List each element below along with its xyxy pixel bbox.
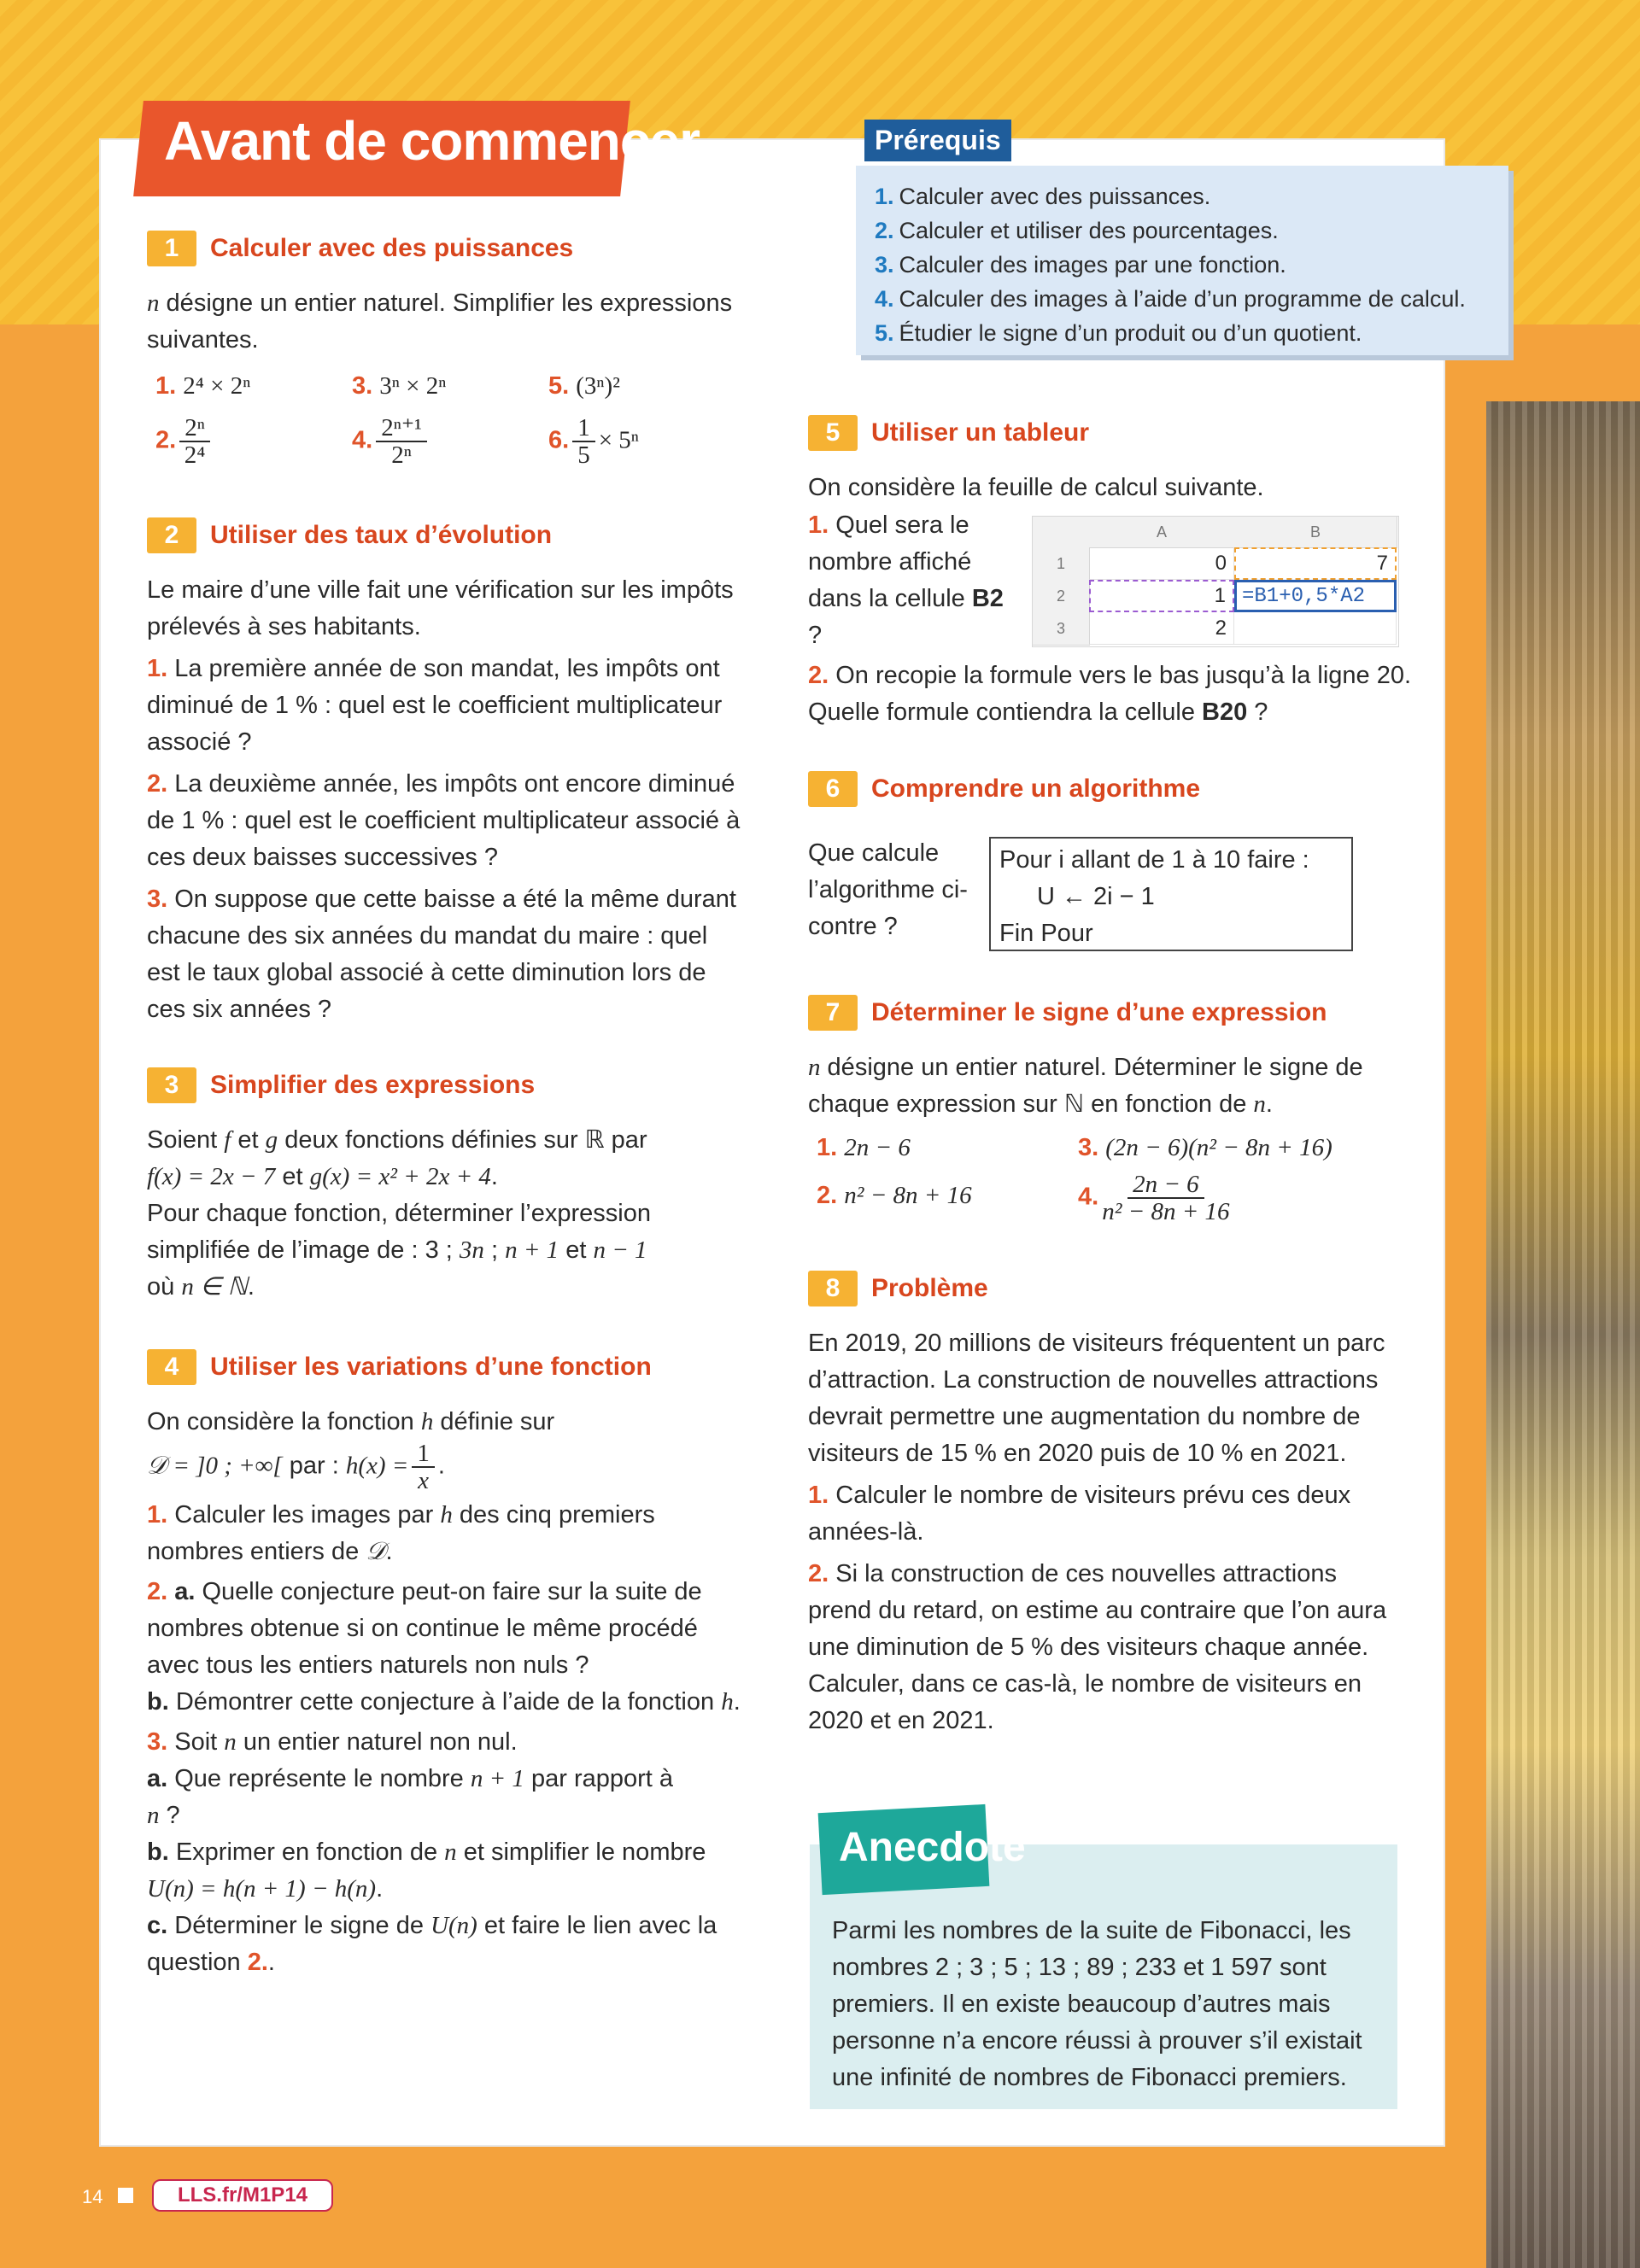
ex8-header [808, 1271, 988, 1306]
prereq-item: 1. Calculer avec des puissances. [875, 184, 1211, 209]
ex2-header [147, 517, 552, 553]
ex7-header [808, 995, 1327, 1031]
sheet-row-header: 3 [1033, 612, 1090, 646]
sheet-row-header: 1 [1033, 547, 1090, 581]
footer-link[interactable]: LLS.fr/M1P14 [152, 2179, 333, 2212]
ex2-badge: 2 [147, 517, 196, 553]
ex7-badge: 7 [808, 995, 858, 1031]
sheet-cell-a1: 0 [1089, 547, 1234, 580]
ex6-badge: 6 [808, 771, 858, 807]
ex7-intro: n désigne un entier naturel. Déterminer le signe de chaque expression sur ℕ en fonction de n. [808, 1054, 1363, 1118]
sheet-row-header: 2 [1033, 580, 1090, 613]
ex6-title: Comprendre un algorithme [871, 775, 1201, 803]
ex4-header [147, 1349, 652, 1385]
sheet-corner [1033, 517, 1090, 548]
ex5-q2: 2. On recopie la formule vers le bas jusqu’à la ligne 20. Quelle formule contiendra la cellule B20 ? [808, 662, 1412, 726]
ex1-items [155, 372, 753, 483]
ex7-items [817, 1134, 1414, 1228]
algo-line: Pour i allant de 1 à 10 faire : [999, 846, 1309, 874]
ex2-body: Le maire d’une ville fait une vérification sur les impôts prélevés à ses habitants. 1. La première année de son mandat, les impôts ont diminué de 1 % : quel est le coefficient multiplicateur associé ? 2. La deuxième année, les impôts ont encore diminué de 1 % : quel est le coefficient multiplicateur associé à ces deux baisses successives ? 3. On suppose que cette baisse a été la même durant chacune des six années du mandat du maire : quel est le taux global associé à cette diminution lors de ces six années ? [147, 576, 741, 1023]
ex1-badge: 1 [147, 231, 196, 266]
sheet-cell-b1: 7 [1234, 547, 1397, 580]
ex5-header [808, 415, 1089, 451]
sheet-col-header: B [1234, 517, 1397, 548]
ex1-item: 6. $\frac{1}{5}$ × 5ⁿ [548, 414, 639, 469]
ex5-q1: 1. Quel sera le nombre affiché dans la cellule B2 ? [808, 511, 1004, 649]
prereq-tag: Prérequis [864, 120, 1011, 161]
page-title: Avant de commencer [164, 110, 700, 172]
prereq-box [856, 166, 1508, 355]
ex3-title: Simplifier des expressions [210, 1071, 536, 1099]
ex1-item: 5. (3ⁿ)² [548, 372, 620, 400]
ex1-item: 3. 3ⁿ × 2ⁿ [352, 372, 447, 400]
ex1-header [147, 231, 573, 266]
ex1-intro: n désigne un entier naturel. Simplifier les expressions suivantes. [147, 289, 733, 354]
ex8-body: En 2019, 20 millions de visiteurs fréquentent un parc d’attraction. La construction de nouvelles attractions devrait permettre une augmentation du nombre de visiteurs de 15 % en 2020 puis de 10 % en 2021. 1. Calculer le nombre de visiteurs prévu ces deux années-là. 2. Si la construction de ces nouvelles attractions prend du retard, on estime au contraire que l’on aura une diminution de 5 % des visiteurs chaque année. Calculer, dans ce cas-là, le nombre de visiteurs en 2020 et en 2021. [808, 1330, 1387, 1734]
ex5-intro: On considère la feuille de calcul suivante. [808, 474, 1264, 501]
ex7-item: 3. (2n − 6)(n² − 8n + 16) [1078, 1134, 1332, 1161]
ex7-item: 4. $\frac{2n - 6}{\text{n² − 8n + 16}}$ [1078, 1171, 1230, 1225]
ex6-header [808, 771, 1200, 807]
ex4-body: On considère la fonction h définie sur 𝒟 = ]0 ; +∞[ par : h(x) = $\frac{1}{x}$ . 1. Calculer les images par h des cinq premiers nombres entiers de 𝒟. 2. a. Quelle conjecture peut-on faire sur la suite de nombres obtenue si on continue le même procédé avec tous les entiers naturels non nuls ? b. Démontrer cette conjecture à l’aide de la fonction h. 3. Soit n un entier naturel non nul. a. Que représente le nombre n + 1 par rapport à n ? b. Exprimer en fonction de n et simplifier le nombre U(n) = h(n + 1) − h(n). c. Déterminer le signe de U(n) et faire le lien avec la question 2.. [147, 1408, 741, 1976]
prereq-item: 4. Calculer des images à l’aide d’un programme de calcul. [875, 286, 1466, 312]
ex6-text: Que calcule l’algorithme ci-contre ? [808, 839, 968, 940]
sheet-cell-a3: 2 [1089, 612, 1234, 645]
sheet-cell-b3 [1234, 612, 1397, 645]
algo-line: Fin Pour [999, 920, 1093, 947]
anecdote-title: Anecdote [839, 1825, 1026, 1870]
ex3-body: Soient f et g deux fonctions définies sur ℝ par f(x) = 2x − 7 et g(x) = x² + 2x + 4. Pour chaque fonction, déterminer l’expression simplifiée de l’image de : 3 ; 3n ; n + 1 et n − 1 où n ∈ ℕ. [147, 1126, 651, 1301]
prereq-item: 5. Étudier le signe d’un produit ou d’un quotient. [875, 320, 1362, 346]
ex1-item: 1. 2⁴ × 2ⁿ [155, 372, 251, 400]
prereq-item: 2. Calculer et utiliser des pourcentages. [875, 218, 1279, 243]
page-number: 14 [82, 2186, 103, 2207]
ex7-item: 2. n² − 8n + 16 [817, 1182, 972, 1209]
ex3-header [147, 1067, 535, 1103]
algo-line: U ← 2i − 1 [1037, 883, 1155, 910]
ex8-title: Problème [871, 1274, 988, 1302]
ex1-item: 2. $\frac{\text{2ⁿ}}{\text{2⁴}}$ [155, 415, 214, 468]
sheet-cell-a2: 1 [1089, 580, 1234, 612]
ex3-badge: 3 [147, 1067, 196, 1103]
ex1-item: 4. $\frac{\text{2ⁿ⁺¹}}{\text{2ⁿ}}$ [352, 415, 430, 468]
footer-square [118, 2188, 133, 2203]
ex8-badge: 8 [808, 1271, 858, 1306]
ex1-title: Calculer avec des puissances [210, 234, 574, 262]
ex2-title: Utiliser des taux d’évolution [210, 521, 553, 549]
ex7-item: 1. 2n − 6 [817, 1134, 911, 1161]
ex7-title: Déterminer le signe d’une expression [871, 998, 1327, 1026]
sheet-cell-b2: =B1+0,5*A2 [1234, 580, 1397, 612]
ex4-badge: 4 [147, 1349, 196, 1385]
ex4-title: Utiliser les variations d’une fonction [210, 1353, 652, 1381]
anecdote-text: Parmi les nombres de la suite de Fibonacci, les nombres 2 ; 3 ; 5 ; 13 ; 89 ; 233 et 1 597 sont premiers. Il en existe beaucoup d’autres mais personne n’a encore réussi à prouver s’il existait une infinité de nombres de Fibonacci premiers. [832, 1917, 1362, 2091]
spreadsheet [1032, 516, 1399, 647]
ex5-badge: 5 [808, 415, 858, 451]
algorithm-box [989, 837, 1353, 951]
ex5-title: Utiliser un tableur [871, 418, 1090, 447]
background-photo [1486, 401, 1640, 2268]
sheet-col-header: A [1089, 517, 1235, 548]
prereq-item: 3. Calculer des images par une fonction. [875, 252, 1286, 278]
